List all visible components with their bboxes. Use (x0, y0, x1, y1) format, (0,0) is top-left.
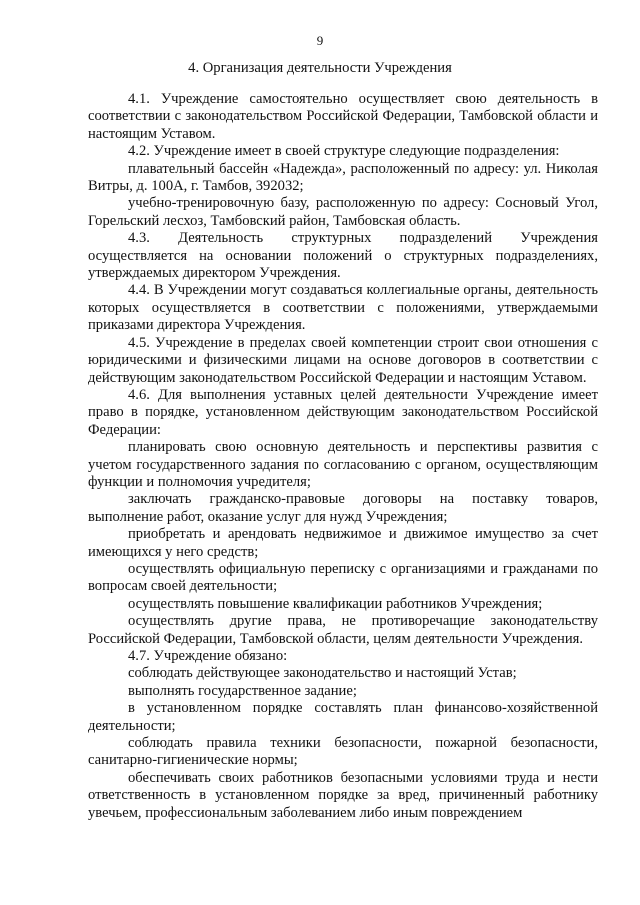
paragraph-4-4: 4.4. В Учреждении могут создаваться коллегиальные органы, деятельность которых осуществляется в соответствии с положениями, утверждаемыми приказами директора Учреждения. (88, 282, 598, 334)
paragraph-4-6: 4.6. Для выполнения уставных целей деятельности Учреждение имеет право в порядке, установленном действующим законодательством Российской Федерации: (88, 386, 598, 438)
list-item-safety-rules: соблюдать правила техники безопасности, пожарной безопасности, санитарно-гигиенические нормы; (88, 735, 598, 769)
page-number: 9 (316, 33, 324, 48)
list-item-qualification: осуществлять повышение квалификации работников Учреждения; (128, 595, 543, 612)
list-item-correspondence: осуществлять официальную переписку с организациями и гражданами по вопросам своей деятельности; (88, 560, 598, 595)
list-item-other-rights: осуществлять другие права, не противоречащие законодательству Российской Федерации, Тамбовской области, целям деятельности Учреждения. (88, 613, 598, 647)
paragraph-4-1: 4.1. Учреждение самостоятельно осуществляет свою деятельность в соответствии с законодательством Российской Федерации, Тамбовской области и настоящим Уставом. (88, 91, 598, 142)
document-body (88, 91, 598, 822)
list-item-pool: плавательный бассейн «Надежда», расположенный по адресу: ул. Николая Витры, д. 100А, г. Тамбов, 392032; (88, 160, 598, 195)
paragraph-4-2: 4.2. Учреждение имеет в своей структуре следующие подразделения: (128, 143, 560, 160)
list-item-working-conditions: обеспечивать своих работников безопасными условиями труда и нести ответственность в установленном порядке за вред, причиненный работнику увечьем, профессиональным заболеванием либо иным повреждением (88, 769, 598, 821)
list-item-contracts: заключать гражданско-правовые договоры на поставку товаров, выполнение работ, оказание услуг для нужд Учреждения; (88, 491, 598, 525)
paragraph-4-3: 4.3. Деятельность структурных подразделений Учреждения осуществляется на основании положений о структурных подразделениях, утверждаемых директором Учреждения. (88, 230, 598, 282)
paragraph-4-7: 4.7. Учреждение обязано: (128, 648, 288, 664)
list-item-comply-law: соблюдать действующее законодательство и настоящий Устав; (128, 665, 517, 682)
list-item-training-base: учебно-тренировочную базу, расположенную по адресу: Сосновый Угол, Горельский лесхоз, Тамбовский район, Тамбовская область. (88, 195, 598, 229)
section-heading: 4. Организация деятельности Учреждения (188, 60, 452, 76)
list-item-property: приобретать и арендовать недвижимое и движимое имущество за счет имеющихся у него средств; (88, 526, 598, 560)
list-item-financial-plan: в установленном порядке составлять план финансово-хозяйственной деятельности; (88, 700, 598, 734)
list-item-planning: планировать свою основную деятельность и перспективы развития с учетом государственного задания по согласованию с органом, осуществляющим функции и полномочия учредителя; (88, 439, 598, 490)
list-item-state-task: выполнять государственное задание; (128, 682, 357, 699)
paragraph-4-5: 4.5. Учреждение в пределах своей компетенции строит свои отношения с юридическими и физическими лицами на основе договоров в соответствии с действующим законодательством Российской Федерации и настоящим Уставом. (88, 334, 598, 386)
